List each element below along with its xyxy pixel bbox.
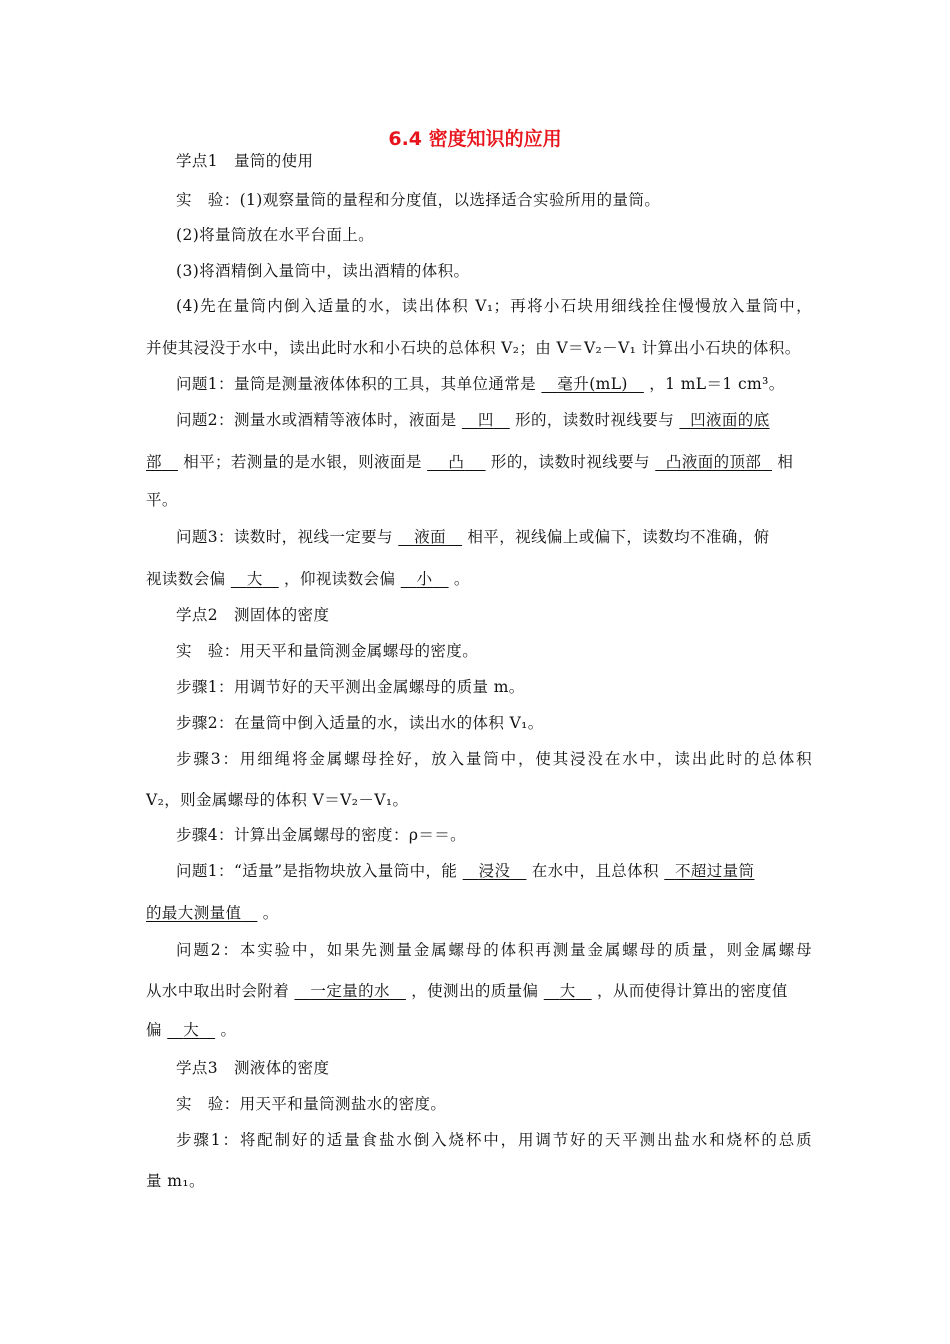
answer-blank (294, 982, 405, 1000)
paragraph: 并使其浸没于水中，读出此时水和小石块的总体积 V₂；由 V＝V₂－V₁ 计算出小石块的体积。 (146, 339, 801, 357)
question-text: 。 (453, 570, 470, 588)
paragraph: 量 m₁。 (146, 1172, 205, 1190)
question-s2-1-cont (146, 903, 812, 923)
answer-text: 浸没 (478, 862, 511, 880)
question-2-cont (146, 452, 812, 472)
section-heading-2: 学点2 测固体的密度 (176, 606, 330, 624)
answer-blank (398, 528, 462, 546)
question-3-cont (146, 569, 812, 589)
answer-blank (664, 862, 754, 880)
paragraph: V₂，则金属螺母的体积 V＝V₂－V₁。 (146, 791, 409, 809)
question-text: 在水中，且总体积 (531, 862, 659, 880)
answer-text: 毫升(mL) (557, 375, 628, 393)
question-2 (176, 410, 812, 430)
answer-text: 一定量的水 (310, 982, 390, 1000)
answer-blank (146, 904, 257, 922)
paragraph: 步骤1：用调节好的天平测出金属螺母的质量 m。 (176, 678, 525, 696)
question-s2-2: 问题2：本实验中，如果先测量金属螺母的体积再测量金属螺母的质量，则金属螺母 (176, 941, 812, 959)
section-heading-3: 学点3 测液体的密度 (176, 1059, 330, 1077)
question-text: 视读数会偏 (146, 570, 226, 588)
paragraph: (4)先在量筒内倒入适量的水，读出体积 V₁；再将小石块用细线拴住慢慢放入量筒中， (176, 297, 812, 315)
answer-text: 液面 (414, 528, 447, 546)
paragraph: (3)将酒精倒入量筒中，读出酒精的体积。 (176, 262, 470, 280)
paragraph: 实 验：(1)观察量筒的量程和分度值，以选择适合实验所用的量筒。 (176, 191, 661, 209)
answer-text: 凹液面的底 (690, 411, 770, 429)
question-text: 。 (220, 1021, 237, 1039)
question-text: 相 (777, 453, 794, 471)
paragraph: 实 验：用天平和量筒测金属螺母的密度。 (176, 642, 479, 660)
paragraph: 步骤3：用细绳将金属螺母拴好，放入量筒中，使其浸没在水中，读出此时的总体积 (176, 750, 812, 768)
question-s2-2-end (146, 1020, 812, 1040)
answer-text: 凹 (477, 411, 494, 429)
answer-blank (679, 411, 769, 429)
paragraph: 实 验：用天平和量筒测盐水的密度。 (176, 1095, 447, 1113)
answer-text: 凸 (448, 453, 465, 471)
answer-text: 大 (183, 1021, 200, 1039)
answer-blank (401, 570, 449, 588)
answer-blank (463, 862, 527, 880)
question-text: 问题1：“适量”是指物块放入量筒中，能 (176, 862, 458, 880)
question-text: 偏 (146, 1021, 162, 1039)
answer-blank (231, 570, 279, 588)
question-s2-1 (176, 861, 812, 881)
question-text: 形的，读数时视线要与 (490, 453, 650, 471)
answer-text: 大 (246, 570, 263, 588)
answer-text: 小 (416, 570, 433, 588)
question-text: ，仰视读数会偏 (284, 570, 396, 588)
question-text: 问题1：量筒是测量液体体积的工具，其单位通常是 (176, 375, 537, 393)
answer-blank (462, 411, 510, 429)
question-s2-2-cont (146, 981, 812, 1001)
answer-text: 凸液面的顶部 (665, 453, 762, 471)
paragraph: (2)将量筒放在水平台面上。 (176, 226, 375, 244)
question-text: ，使测出的质量偏 (411, 982, 539, 1000)
answer-text: 不超过量筒 (674, 862, 755, 880)
question-text: 相平，视线偏上或偏下，读数均不准确，俯 (467, 528, 770, 546)
answer-blank (146, 453, 178, 471)
answer-text: 大 (559, 982, 576, 1000)
answer-blank (427, 453, 486, 471)
answer-text: 部 (146, 453, 162, 471)
question-text: ，1 mL＝1 cm³。 (649, 375, 785, 393)
page-title: 6.4 密度知识的应用 (388, 128, 562, 150)
question-text: ，从而使得计算出的密度值 (596, 982, 788, 1000)
question-text: 形的，读数时视线要与 (515, 411, 675, 429)
section-heading-1: 学点1 量筒的使用 (176, 152, 314, 170)
question-text: 相平；若测量的是水银，则液面是 (183, 453, 422, 471)
paragraph: 步骤4：计算出金属螺母的密度：ρ＝＝。 (176, 826, 467, 844)
paragraph: 步骤1：将配制好的适量食盐水倒入烧杯中，用调节好的天平测出盐水和烧杯的总质 (176, 1131, 812, 1149)
question-text: 问题2：测量水或酒精等液体时，液面是 (176, 411, 457, 429)
paragraph: 步骤2：在量筒中倒入适量的水，读出水的体积 V₁。 (176, 714, 544, 732)
question-text: 问题3：读数时，视线一定要与 (176, 528, 393, 546)
question-text: 从水中取出时会附着 (146, 982, 290, 1000)
question-text: 。 (262, 904, 279, 922)
answer-blank (544, 982, 592, 1000)
answer-blank (167, 1021, 215, 1039)
answer-blank (655, 453, 772, 471)
question-1 (176, 374, 812, 394)
question-3 (176, 527, 812, 547)
question-2-end: 平。 (146, 491, 178, 509)
answer-blank (541, 375, 643, 393)
answer-text: 的最大测量值 (146, 904, 242, 922)
